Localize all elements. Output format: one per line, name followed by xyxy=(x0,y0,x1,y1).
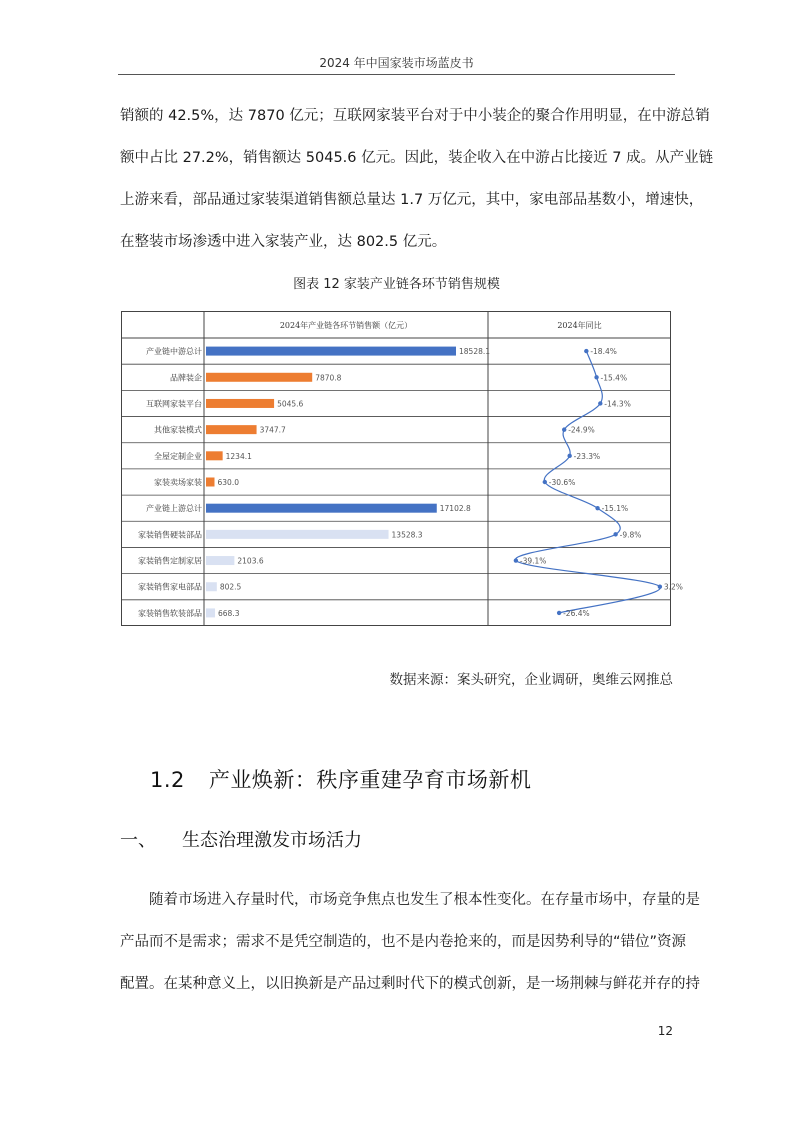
row-label: 互联网家装平台 xyxy=(146,399,202,409)
yoy-point xyxy=(613,532,617,536)
yoy-point xyxy=(658,585,662,589)
bar-value-label: 630.0 xyxy=(217,478,239,487)
page-number: 12 xyxy=(657,1024,673,1038)
paragraph-line: 随着市场进入存量时代，市场竞争焦点也发生了根本性变化。在存量市场中，存量的是 xyxy=(149,892,700,908)
row-label: 家装销售家电部品 xyxy=(138,582,202,592)
bar xyxy=(206,504,437,513)
row-label: 家装销售定制家居 xyxy=(138,556,202,566)
paragraph-line: 配置。在某种意义上，以旧换新是产品过剩时代下的模式创新，是一场荆棘与鲜花并存的持 xyxy=(120,976,700,992)
running-header: 2024 年中国家装市场蓝皮书 xyxy=(319,56,474,70)
section-number: 1.2 xyxy=(150,768,185,792)
bar xyxy=(206,478,215,487)
bar xyxy=(206,608,215,617)
bar-value-label: 668.3 xyxy=(218,608,240,618)
body-paragraph-1 xyxy=(120,95,714,263)
yoy-value-label: -15.4% xyxy=(600,373,628,383)
yoy-point xyxy=(594,375,598,379)
header-divider xyxy=(118,74,675,75)
bar xyxy=(206,347,456,356)
bar-value-label: 17102.8 xyxy=(439,504,471,514)
bar xyxy=(206,556,234,565)
bar-value-label: 18528.1 xyxy=(459,347,491,357)
bar-value-label: 3747.7 xyxy=(259,425,286,435)
bar-value-label: 1234.1 xyxy=(225,451,252,461)
yoy-point xyxy=(598,401,602,405)
row-label: 产业链中游总计 xyxy=(146,347,202,357)
yoy-value-label: -23.3% xyxy=(573,451,601,461)
subsection-heading xyxy=(120,826,362,852)
row-label: 全屋定制企业 xyxy=(154,451,202,461)
section-heading xyxy=(150,764,531,794)
bar xyxy=(206,399,274,408)
yoy-value-label: -39.1% xyxy=(519,556,547,566)
row-label: 其他家装模式 xyxy=(154,425,202,435)
bar xyxy=(206,373,312,382)
yoy-value-label: -18.4% xyxy=(590,347,617,357)
yoy-point xyxy=(595,506,599,510)
paragraph-line: 额中占比 27.2%，销售额达 5045.6 亿元。因此，装企收入在中游占比接近 7 成。从产业链 xyxy=(120,150,714,166)
yoy-point xyxy=(567,454,571,458)
paragraph-line: 上游来看，部品通过家装渠道销售额总量达 1.7 万亿元，其中，家电部品基数小，增速快， xyxy=(120,192,704,208)
bar xyxy=(206,530,389,539)
chain-sales-chart xyxy=(121,311,683,626)
yoy-value-label: 3.2% xyxy=(663,582,683,592)
subsection-number: 一、 xyxy=(120,830,156,851)
paragraph-line: 销额的 42.5%，达 7870 亿元；互联网家装平台对于中小装企的聚合作用明显，在中游总销 xyxy=(120,108,710,124)
yoy-value-label: -26.4% xyxy=(563,608,590,618)
bar-value-label: 2103.6 xyxy=(237,556,264,566)
yoy-value-label: -14.3% xyxy=(604,399,631,409)
bar xyxy=(206,451,223,460)
bar-value-label: 802.5 xyxy=(219,582,242,592)
row-label: 家装卖场家装 xyxy=(154,478,202,487)
row-label: 家装销售硬装部品 xyxy=(138,530,202,540)
column-header-sales: 2024年产业链各环节销售额（亿元） xyxy=(279,321,413,330)
yoy-point xyxy=(562,427,566,431)
bar-value-label: 7870.8 xyxy=(315,373,342,383)
paragraph-line: 产品而不是需求；需求不是凭空制造的，也不是内卷抢来的，而是因势利导的“错位”资源 xyxy=(120,934,687,950)
yoy-point xyxy=(514,558,518,562)
row-label: 家装销售软装部品 xyxy=(138,608,202,618)
subsection-title: 生态治理激发市场活力 xyxy=(182,830,362,851)
bar xyxy=(206,582,217,591)
section-title: 产业焕新：秩序重建孕育市场新机 xyxy=(208,768,532,792)
row-label: 产业链上游总计 xyxy=(146,504,202,514)
bar-value-label: 5045.6 xyxy=(277,399,304,409)
yoy-value-label: -30.6% xyxy=(548,478,576,487)
column-header-yoy: 2024年同比 xyxy=(557,321,602,330)
yoy-value-label: -15.1% xyxy=(601,504,629,514)
chart-svg xyxy=(121,311,683,626)
yoy-point xyxy=(543,480,547,484)
row-label: 品牌装企 xyxy=(170,373,202,383)
paragraph-line: 在整装市场渗透中进入家装产业，达 802.5 亿元。 xyxy=(120,234,447,250)
bar-value-label: 13528.3 xyxy=(391,530,423,540)
yoy-value-label: -9.8% xyxy=(619,530,642,540)
yoy-value-label: -24.9% xyxy=(568,425,595,435)
yoy-point xyxy=(557,611,561,615)
figure-caption: 图表 12 家装产业链各环节销售规模 xyxy=(293,277,500,292)
yoy-point xyxy=(584,349,588,353)
body-paragraph-2 xyxy=(120,879,700,1005)
data-source: 数据来源：案头研究，企业调研，奥维云网推总 xyxy=(389,672,673,688)
bar xyxy=(206,425,257,434)
